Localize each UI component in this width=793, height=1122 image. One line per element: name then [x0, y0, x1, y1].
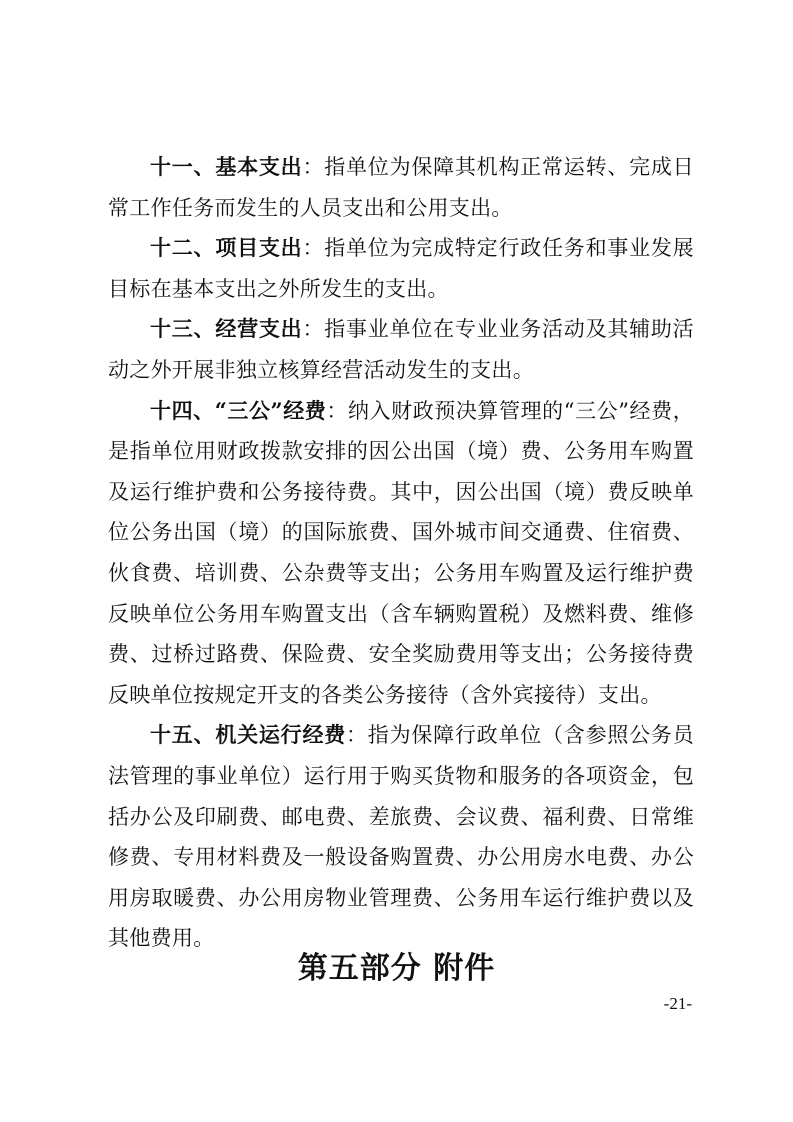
paragraph-project-expenditure: [108, 228, 694, 309]
paragraph-basic-expenditure: [108, 147, 694, 228]
term-project-expenditure: 十二、项目支出: [150, 235, 303, 261]
definition-project-expenditure: ：指单位为完成特定行政任务和事业发展目标在基本支出之外所发生的支出。: [108, 236, 694, 301]
paragraph-three-public-expenses: [108, 391, 694, 716]
definition-three-public-expenses: ：纳入财政预决算管理的“三公”经费，是指单位用财政拨款安排的因公出国（境）费、公务用车购置及运行维护费和公务接待费。其中，因公出国（境）费反映单位公务出国（境）的国际旅费、国外城市间交通费、住宿费、伙食费、培训费、公杂费等支出；公务用车购置及运行维护费反映单位公务用车购置支出（含车辆购置税）及燃料费、维修费、过桥过路费、保险费、安全奖励费用等支出；公务接待费反映单位按规定开支的各类公务接待（含外宾接待）支出。: [108, 398, 694, 707]
paragraph-operating-expenditure: [108, 309, 694, 390]
term-agency-operating-funds: 十五、机关运行经费: [150, 722, 347, 748]
paragraph-agency-operating-funds: [108, 715, 694, 959]
definition-basic-expenditure: ：指单位为保障其机构正常运转、完成日常工作任务而发生的人员支出和公用支出。: [108, 155, 694, 220]
term-three-public-expenses: 十四、“三公”经费: [150, 397, 327, 423]
section-title: 第五部分 附件: [297, 951, 496, 986]
page-number: -21-: [663, 994, 692, 1013]
term-operating-expenditure: 十三、经营支出: [150, 316, 303, 342]
document-body: [108, 147, 694, 959]
term-basic-expenditure: 十一、基本支出: [150, 154, 303, 179]
definition-agency-operating-funds: ：指为保障行政单位（含参照公务员法管理的事业单位）运行用于购买货物和服务的各项资金，包括办公及印刷费、邮电费、差旅费、会议费、福利费、日常维修费、专用材料费及一般设备购置费、办公用房水电费、办公用房取暖费、办公用房物业管理费、公务用车运行维护费以及其他费用。: [108, 723, 694, 951]
definition-operating-expenditure: ：指事业单位在专业业务活动及其辅助活动之外开展非独立核算经营活动发生的支出。: [108, 317, 694, 382]
